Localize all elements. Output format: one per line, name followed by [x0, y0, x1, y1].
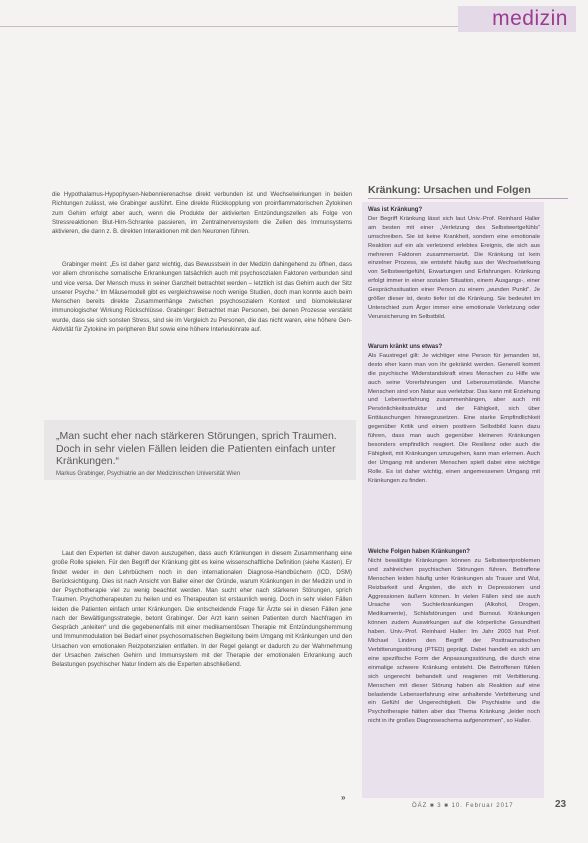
page-number: 23: [555, 799, 567, 810]
paragraph-text: Grabinger meint: „Es ist daher ganz wichtig, das Bewusstsein in der Medizin dahingehend zu öffnen, dass vor allem chronische somatische Erkrankungen tatsächlich auch mit psychosozialen Faktoren verbunden sind und vice versa. Der Mensch muss in seiner Ganzheit betrachtet werden – letztlich ist das Gehirn auch der Sitz unserer Psyche.“ Im Mäusemodell gibt es vergleichsweise noch wenige Studien, doch man konnte auch beim Menschen bereits direkte Zusammenhänge zwischen psychosozialem Kontext und biomolekularer immunologischer Wirkung Rückschlüsse. Grabinger: Betrachtet man Personen, bei denen Prozesse verstärkt wurde, dass sie sich sonsten Stress, sind sie im Vergleich zu Personen, die das nicht waren, eine höhere Gen-Aktivität für Zytokine im peripheren Blut sowie eine höhere Interleukinrate auf.: [52, 261, 352, 333]
sidebar-section-2: [368, 343, 540, 486]
header-rule: [0, 26, 470, 27]
pull-quote-text: „Man sucht eher nach stärkeren Störungen, sprich Traumen. Doch in sehr vielen Fällen leiden die Patienten einfach unter Kränkungen.“: [56, 430, 337, 468]
section-tag: medizin: [458, 6, 576, 32]
footer-publication: ÖÄZ ■ 3 ■ 10. Februar 2017: [412, 803, 514, 809]
sidebar-body: Der Begriff Kränkung lässt sich laut Univ.-Prof. Reinhard Haller am besten mit einer „Verletzung des Selbstwertgefühls“ umschreiben. Sie ist keine Krankheit, sondern eine emotionale Reaktion auf ein als verletzend erlebtes Ereignis, die sich aus mehreren Faktoren zusammensetzt. Die Kränkung ist kein einzelner Prozess, sie entsteht häufig aus der Wechselwirkung von Selbstwertgefühl, Erwartungen und Erfahrungen. Kränkung erfolgt immer in einer sozialen Situation, einem Ausgangs-, einer Gesprächssituation einer Person zu einem „wunden Punkt“. Je größer dieser ist, desto tiefer ist die Kränkung. Sie bedeutet im Unterschied zum Ärger immer eine emotionale Verletzung oder Verunsicherung im Selbstbild.: [368, 215, 540, 320]
sidebar-heading: Was ist Kränkung?: [368, 207, 423, 213]
paragraph-text: die Hypothalamus-Hypophysen-Nebennierenachse direkt verbunden ist und Wechselwirkungen in beiden Richtungen zulässt, wie Grabinger ausführt. Eine direkte Rückkopplung von proinflammatorischen Zytokinen zum Gehirn erfolgt aber auch, wenn die Produkte der aktivierten Entzündungszellen als Folge von Stressreaktionen Blut-Hirn-Schranke passieren, im Zentralnervensystem die Zellen des Immunsystems aktivieren, die dann z. B. direkten Interaktionen mit den Neuronen führen.: [52, 191, 352, 235]
sidebar-body: Als Faustregel gilt: Je wichtiger eine Person für jemanden ist, desto eher kann man von ihr gekränkt werden. Generell kommt die psychische Widerstandskraft eines Menschen zu Hilfe wie auch seine Vorerfahrungen und Lebensumstände. Manche Menschen sind von Natur aus verletzbar. Das kann mit Erziehung und Lebenserfahrung zusammenhängen, aber auch mit Persönlichkeitsstruktur und der Fähigkeit, sich über Enttäuschungen hinwegzusetzen. Eine starke Empfindlichkeit gegenüber Kritik und einem positiven Selbstbild kann dazu führen, dass man auch gegenüber kleineren Kränkungen besonders empfindlich reagiert. Die Resilienz oder auch die Fähigkeit, mit Kränkungen umzugehen, kann man erlernen. Auch der Umgang mit anderen Menschen spielt dabei eine wichtige Rolle. Es ist daher wichtig, einen angemessenen Umgang mit Kränkungen zu finden.: [368, 352, 540, 484]
body-paragraph-1: [52, 190, 352, 236]
sidebar-heading: Welche Folgen haben Kränkungen?: [368, 549, 470, 555]
body-paragraph-3: [52, 549, 352, 669]
sidebar-section-1: [368, 206, 540, 322]
pull-quote-source: Markus Grabinger, Psychiatrie an der Medizinischen Universität Wien: [56, 471, 241, 477]
paragraph-text: Laut den Experten ist daher davon auszugehen, dass auch Kränkungen in diesem Zusammenhang eine große Rolle spielen. Für den Begriff der Kränkung gibt es keine wissenschaftliche Definition (siehe Kasten). Er findet weder in den Lehrbüchern noch in den internationalen Diagnose-Handbüchern (ICD, DSM) Berücksichtigung. Dies ist nach Ansicht von Baller einer der Gründe, warum Kränkungen in der Medizin und in der Psychotherapie viel zu wenig beachtet werden. Man sucht eher nach stärkeren Störungen, sprich Traumen. Psychotherapeuten zu heilen und es Therapeuten ist erstaunlich wenig. Doch in sehr vielen Fällen leiden die Patienten einfach unter Kränkungen. Die entscheidende Frage für Ärzte sei in diesen Fällen jene nach der Bewältigungsstrategie, betont Grabinger. Der Arzt kann seinen Patienten durch Nachfragen im Gespräch „anleiten“ und die gegebenenfalls mit einer medikamentösen Therapie mit Entzündungshemmung und Immunmodulation bei Bedarf einer psychosomatischen Begleitung beim Umgang mit Kränkungen und den Ursachen von emotionalen Reizpotenzialen entfalten. In der Regel gelangt er dadurch zu der Wahrnehmung der Ursachen zwischen Gehirn und Immunsystem mit der Therapie der emotionalen Erkrankung auch Belastungen psychischer Natur lindern als die Experten abschließend.: [52, 550, 352, 668]
sidebar-heading: Warum kränkt uns etwas?: [368, 344, 443, 350]
sidebar-title-rule: [368, 198, 568, 199]
sidebar-body: Nicht bewältigte Kränkungen können zu Selbstwertproblemen und zahlreichen psychischen Störungen führen. Betroffene Menschen leiden häufig unter Kränkungen als Trauer und Wut, Reizbarkeit und Ängsten, die sich in Depressionen und Aggressionen äußern können. In vielen Fällen sind sie auch Ursache von Suchterkrankungen (Alkohol, Drogen, Medikamente), Schlafstörungen und Burnout. Kränkungen können zudem Auswirkungen auf die körperliche Gesundheit haben. Univ.-Prof. Reinhard Haller: Im Jahr 2003 hat Prof. Michael Linden den Begriff der Posttraumatischen Verbitterungsstörung (PTED) geprägt. Dabei handelt es sich um eine spezifische Form der Anpassungsstörung, die durch eine einmalige schwere Kränkung entsteht. Die Betroffenen fühlen sich ungerecht behandelt und reagieren mit Verbitterung. Menschen mit dieser Störung haben als Reaktion auf eine belastende Lebenserfahrung eine anhaltende Verbitterung und ein Gefühl der Ungerechtigkeit. Die Psychiatrie und die Psychotherapie hätten aber das Thema Kränkung „leider noch nicht in ihr großes Diagnoseschema aufgenommen“, so Haller.: [368, 557, 540, 725]
body-paragraph-2: [52, 260, 352, 334]
article-end-mark: »: [341, 793, 346, 802]
sidebar-section-3: [368, 548, 540, 726]
sidebar-title: Kränkung: Ursachen und Folgen: [368, 184, 531, 196]
